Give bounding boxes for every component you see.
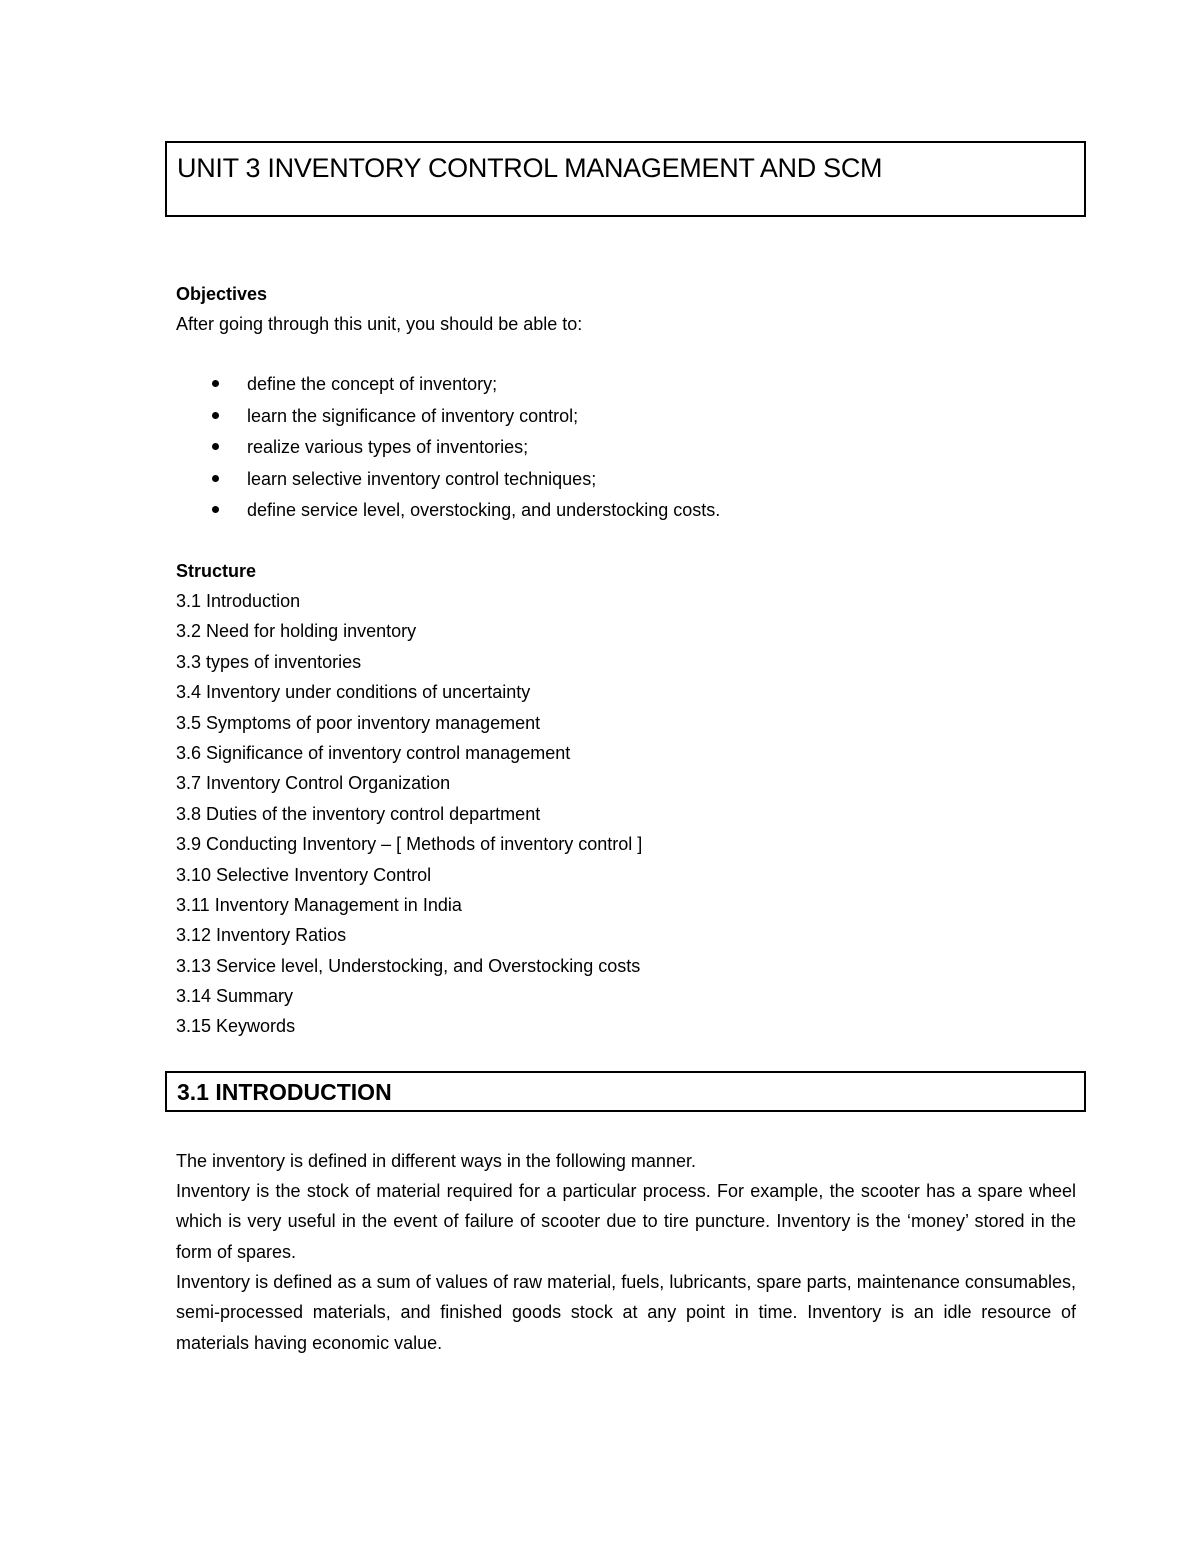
objective-text: learn the significance of inventory control;: [247, 405, 579, 426]
structure-item: 3.3 types of inventories: [176, 651, 362, 672]
bullet-icon: [212, 506, 219, 513]
structure-item: 3.10 Selective Inventory Control: [176, 864, 432, 885]
objective-text: learn selective inventory control techniques;: [247, 468, 597, 489]
bullet-icon: [212, 443, 219, 450]
structure-item: 3.13 Service level, Understocking, and Overstocking costs: [176, 955, 641, 976]
bullet-icon: [212, 412, 219, 419]
objective-item: [208, 498, 720, 530]
structure-item: 3.6 Significance of inventory control management: [176, 742, 571, 763]
introduction-paragraph: Inventory is defined as a sum of values of raw material, fuels, lubricants, spare parts, maintenance consumables, semi-processed materials, and finished goods stock at any point in time. Inventory is an idle resource of materials having economic value.: [176, 1272, 1076, 1353]
structure-item: 3.4 Inventory under conditions of uncertainty: [176, 682, 531, 703]
introduction-heading-box: [165, 1071, 1086, 1112]
objectives-heading: Objectives: [176, 284, 268, 304]
objective-text: define the concept of inventory;: [247, 374, 498, 394]
objective-item: [208, 404, 720, 436]
objective-text: realize various types of inventories;: [247, 437, 529, 457]
structure-heading: Structure: [176, 561, 257, 581]
unit-title-box: [165, 141, 1086, 217]
objectives-list: [208, 372, 720, 530]
objective-text: define service level, overstocking, and understocking costs.: [247, 500, 721, 520]
bullet-icon: [212, 475, 219, 482]
objective-item: [208, 372, 720, 404]
structure-list: [176, 589, 642, 1045]
structure-item: 3.15 Keywords: [176, 1016, 296, 1037]
structure-item: 3.2 Need for holding inventory: [176, 621, 417, 642]
introduction-paragraph: Inventory is the stock of material required for a particular process. For example, the scooter has a spare wheel which is very useful in the event of failure of scooter due to tire puncture. Inventory is the ‘money’ stored in the form of spares.: [176, 1181, 1076, 1262]
bullet-icon: [212, 380, 219, 387]
structure-item: 3.1 Introduction: [176, 591, 301, 611]
unit-title: UNIT 3 INVENTORY CONTROL MANAGEMENT AND SCM: [177, 153, 883, 183]
structure-item: 3.5 Symptoms of poor inventory management: [176, 712, 541, 733]
structure-item: 3.8 Duties of the inventory control department: [176, 803, 541, 824]
objective-item: [208, 435, 720, 467]
structure-item: 3.7 Inventory Control Organization: [176, 773, 451, 794]
structure-item: 3.12 Inventory Ratios: [176, 925, 347, 946]
structure-item: 3.9 Conducting Inventory – [ Methods of inventory control ]: [176, 834, 643, 855]
structure-item: 3.11 Inventory Management in India: [176, 894, 462, 915]
objective-item: [208, 467, 720, 499]
introduction-heading: 3.1 INTRODUCTION: [177, 1079, 392, 1105]
objectives-intro: After going through this unit, you should be able to:: [176, 314, 583, 334]
structure-item: 3.14 Summary: [176, 986, 294, 1007]
introduction-paragraph: The inventory is defined in different ways in the following manner.: [176, 1151, 696, 1171]
